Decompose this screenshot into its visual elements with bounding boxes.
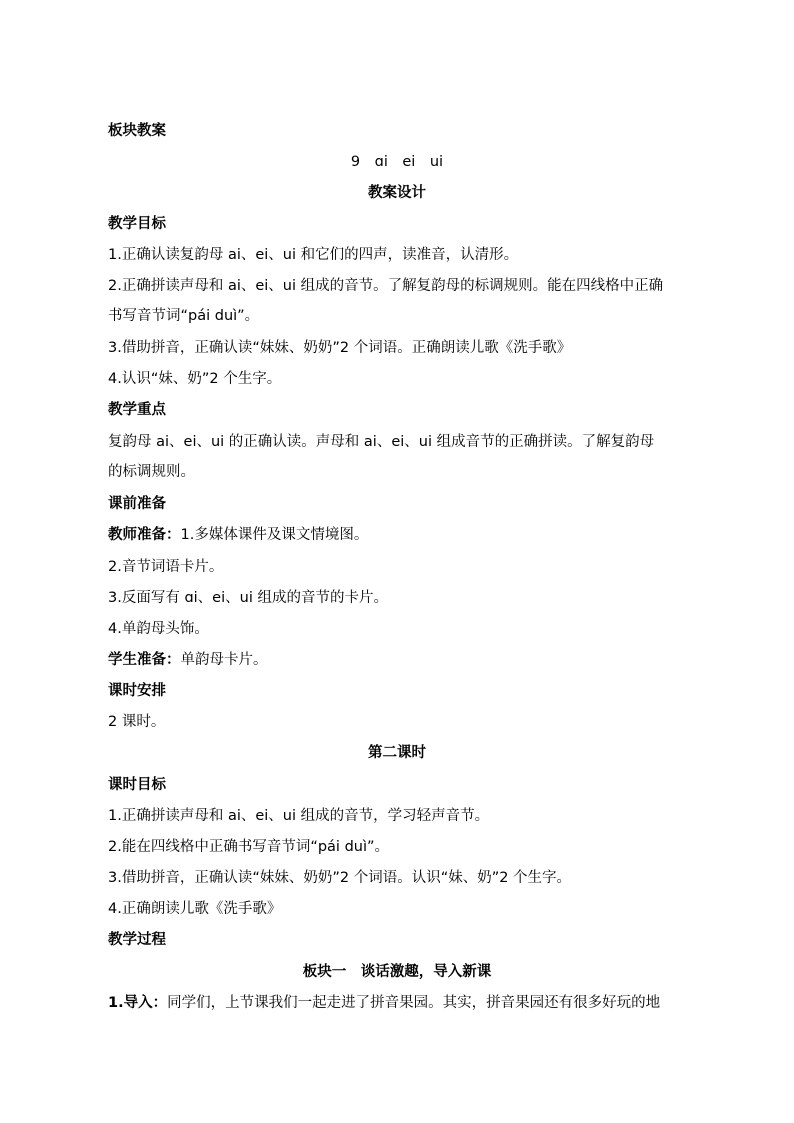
process-heading: 教学过程 bbox=[108, 932, 166, 948]
intro-label: 1.导入： bbox=[108, 995, 168, 1011]
intro-paragraph bbox=[108, 993, 718, 1013]
teacher-prep-first: 1.多媒体课件及课文情境图。 bbox=[180, 527, 369, 543]
goals-heading: 教学目标 bbox=[108, 216, 166, 232]
lesson-goal-item: 3.借助拼音，正确认读“妹妹、奶奶”2 个词语。认识“妹、奶”2 个生字。 bbox=[108, 870, 572, 886]
student-prep-text: 单韵母卡片。 bbox=[180, 652, 268, 668]
student-prep bbox=[108, 650, 718, 670]
goal-item: 1.正确认读复韵母 ai、ei、ui 和它们的四声，读准音，认清形。 bbox=[108, 247, 519, 263]
goal-item: 3.借助拼音，正确认读“妹妹、奶奶”2 个词语。正确朗读儿歌《洗手歌》 bbox=[108, 340, 572, 356]
teacher-prep-item: 4.单韵母头饰。 bbox=[108, 621, 209, 637]
teacher-prep-item: 3.反面写有 ɑi、ei、ui 组成的音节的卡片。 bbox=[108, 590, 388, 606]
lesson-title: 9 ɑi ei ui bbox=[350, 154, 444, 170]
lesson-goal-item: 4.正确朗读儿歌《洗手歌》 bbox=[108, 901, 282, 917]
teacher-prep bbox=[108, 525, 718, 545]
teacher-prep-item: 2.音节词语卡片。 bbox=[108, 559, 224, 575]
prep-heading: 课前准备 bbox=[108, 496, 166, 512]
lesson-goal-item: 2.能在四线格中正确书写音节词“pái duì”。 bbox=[108, 839, 390, 855]
schedule-heading: 课时安排 bbox=[108, 683, 166, 699]
intro-text: 同学们，上节课我们一起走进了拼音果园。其实，拼音果园还有很多好玩的地 bbox=[167, 995, 661, 1011]
student-prep-label: 学生准备： bbox=[108, 652, 181, 668]
lesson-goals-heading: 课时目标 bbox=[108, 777, 166, 793]
design-heading: 教案设计 bbox=[368, 185, 426, 201]
second-lesson-heading: 第二课时 bbox=[368, 745, 426, 761]
block1-heading: 板块一 谈话激趣，导入新课 bbox=[302, 964, 492, 980]
key-heading: 教学重点 bbox=[108, 402, 166, 418]
schedule-text: 2 课时。 bbox=[108, 714, 166, 730]
lesson-goal-item: 1.正确拼读声母和 ai、ei、ui 组成的音节，学习轻声音节。 bbox=[108, 808, 490, 824]
key-line: 的标调规则。 bbox=[108, 464, 195, 480]
teacher-prep-label: 教师准备： bbox=[108, 527, 181, 543]
goal-item: 4.认识“妹、奶”2 个生字。 bbox=[108, 371, 282, 387]
document-label: 板块教案 bbox=[108, 123, 166, 139]
goal-item: 2.正确拼读声母和 ai、ei、ui 组成的音节。了解复韵母的标调规则。能在四线格中正确 bbox=[108, 278, 664, 294]
key-line: 复韵母 ai、ei、ui 的正确认读。声母和 ai、ei、ui 组成音节的正确拼读。了解复韵母 bbox=[108, 434, 655, 450]
goal-item: 书写音节词“pái duì”。 bbox=[108, 308, 260, 324]
